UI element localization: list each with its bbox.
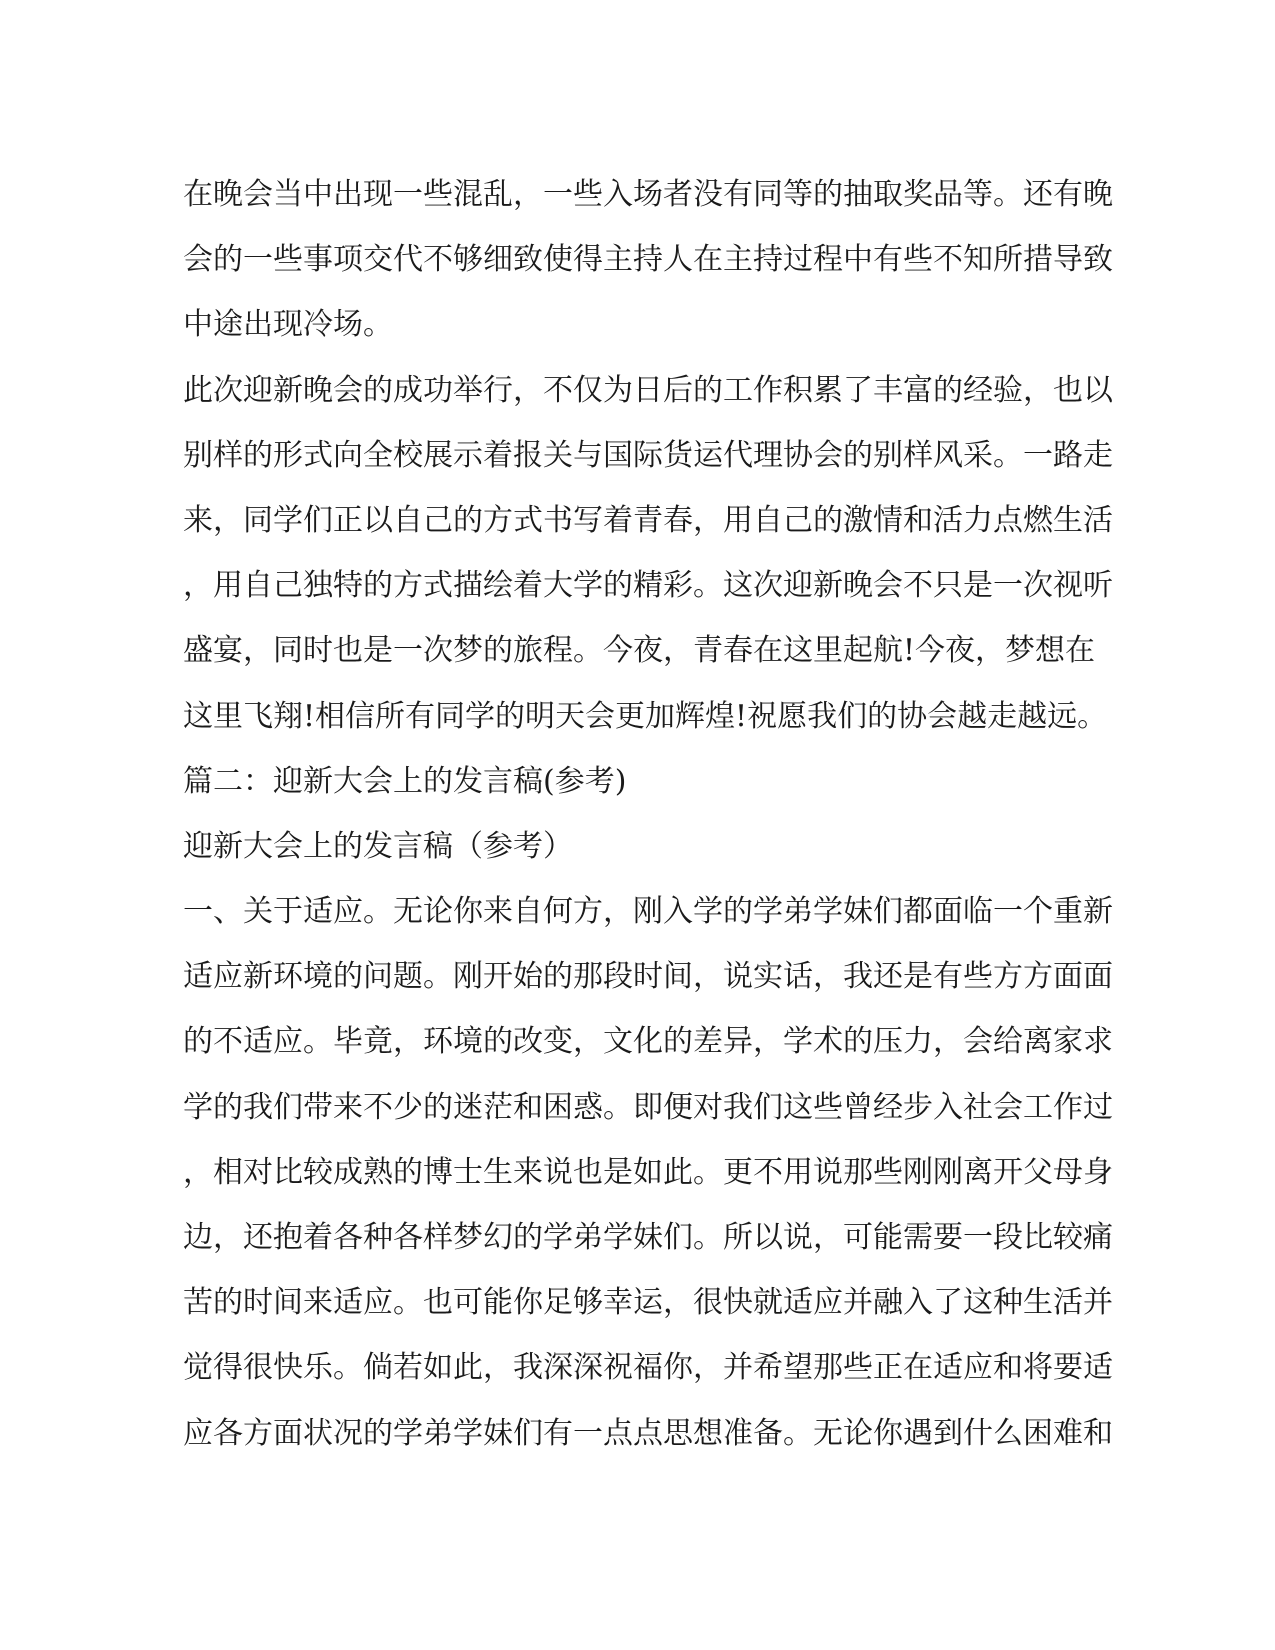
text-line: 的不适应。毕竟，环境的改变，文化的差异，学术的压力，会给离家求 [183, 1024, 1113, 1060]
text-line: 边，还抱着各种各样梦幻的学弟学妹们。所以说，可能需要一段比较痛 [183, 1220, 1113, 1255]
text-line: 一、关于适应。无论你来自何方，刚入学的学弟学妹们都面临一个重新 [183, 894, 1113, 930]
text-line: 别样的形式向全校展示着报关与国际货运代理协会的别样风采。一路走 [183, 437, 1113, 473]
text-line: 会的一些事项交代不够细致使得主持人在主持过程中有些不知所措导致 [183, 242, 1113, 278]
text-line: 苦的时间来适应。也可能你足够幸运，很快就适应并融入了这种生活并 [183, 1285, 1113, 1321]
text-line: 在晚会当中出现一些混乱，一些入场者没有同等的抽取奖品等。还有晚 [183, 177, 1113, 212]
text-line: 此次迎新晚会的成功举行，不仅为日后的工作积累了丰富的经验，也以 [183, 372, 1113, 408]
text-line: ，用自己独特的方式描绘着大学的精彩。这次迎新晚会不只是一次视听 [183, 568, 1113, 604]
section-heading: 篇二：迎新大会上的发言稿(参考) [183, 763, 627, 799]
text-line: ，相对比较成熟的博士生来说也是如此。更不用说那些刚刚离开父母身 [183, 1154, 1113, 1190]
text-line: 应各方面状况的学弟学妹们有一点点思想准备。无论你遇到什么困难和 [183, 1415, 1113, 1451]
text-line: 觉得很快乐。倘若如此，我深深祝福你，并希望那些正在适应和将要适 [183, 1350, 1113, 1386]
speech-title: 迎新大会上的发言稿（参考） [183, 828, 573, 864]
text-line: 这里飞翔!相信所有同学的明天会更加辉煌!祝愿我们的协会越走越远。 [183, 698, 1108, 734]
text-line: 适应新环境的问题。刚开始的那段时间，说实话，我还是有些方方面面 [183, 959, 1113, 995]
text-line: 来，同学们正以自己的方式书写着青春，用自己的激情和活力点燃生活 [183, 502, 1113, 538]
text-line: 中途出现冷场。 [183, 307, 393, 343]
text-line: 盛宴，同时也是一次梦的旅程。今夜，青春在这里起航!今夜，梦想在 [183, 633, 1096, 669]
text-line: 学的我们带来不少的迷茫和困惑。即便对我们这些曾经步入社会工作过 [183, 1089, 1113, 1125]
body-text [183, 162, 1113, 1466]
